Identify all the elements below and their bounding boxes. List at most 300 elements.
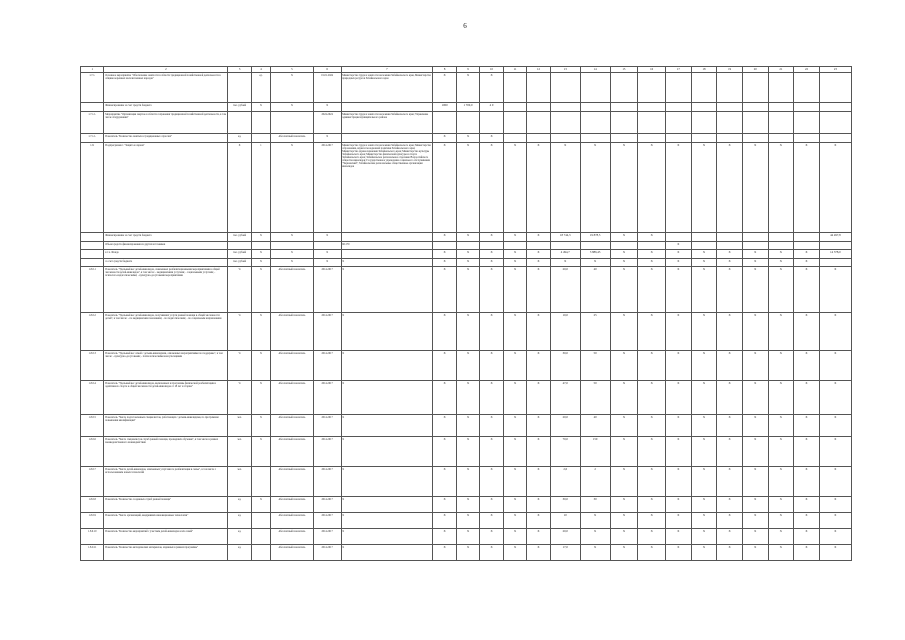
table-cell: Х: [610, 143, 638, 233]
table-row: [81, 233, 852, 242]
table-cell: Х: [819, 529, 851, 545]
table-cell: Финансирование за счет средств бюджета: [104, 103, 228, 112]
table-cell: 40: [580, 267, 610, 313]
table-cell: Х: [456, 381, 479, 415]
table-cell: Х: [341, 415, 433, 437]
column-number-cell: 13: [550, 67, 580, 73]
table-cell: Х: [742, 529, 768, 545]
table-cell: Х: [480, 467, 503, 497]
table-cell: 1.8.0.9: [81, 513, 104, 529]
table-cell: Х: [456, 467, 479, 497]
table-cell: Х: [433, 513, 456, 529]
table-cell: [742, 103, 768, 112]
table-cell: 2014-2017: [313, 437, 341, 467]
table-cell: [638, 73, 666, 103]
table-cell: 44 497,8: [819, 233, 851, 242]
table-row: [81, 467, 852, 497]
table-cell: Х: [717, 437, 743, 467]
table-cell: 18 744,3: [550, 233, 580, 242]
table-cell: Х: [456, 437, 479, 467]
table-cell: ед.: [228, 134, 251, 143]
table-cell: Х: [717, 351, 743, 381]
table-cell: Х: [794, 351, 820, 381]
table-cell: Х: [251, 233, 270, 242]
table-row: [81, 112, 852, 134]
table-cell: Показатель "Число подготовленных специалистов, работающих с детьми-инвалидами, по программам повышения квалификации": [104, 415, 228, 437]
table-cell: [550, 103, 580, 112]
table-cell: 2014-2017: [313, 381, 341, 415]
table-cell: [456, 112, 479, 134]
table-cell: [580, 134, 610, 143]
table-cell: Х: [819, 415, 851, 437]
table-cell: Х: [691, 467, 717, 497]
column-number-cell: 10: [480, 67, 503, 73]
table-row: [81, 143, 852, 233]
table-cell: Абсолютный показатель: [271, 437, 314, 467]
table-cell: Х: [610, 381, 638, 415]
table-cell: Х: [610, 267, 638, 313]
table-cell: Х: [456, 143, 479, 233]
table-cell: Х: [456, 545, 479, 561]
table-cell: Х: [717, 250, 743, 259]
table-cell: Х: [271, 259, 314, 267]
table-cell: Х: [742, 381, 768, 415]
table-cell: Показатель "Число детей-инвалидов, охваченных услугами по реабилитации в семье", в том числе с использованием новых технологий: [104, 467, 228, 497]
table-cell: чел.: [228, 467, 251, 497]
table-cell: Х: [610, 467, 638, 497]
table-cell: Х: [717, 381, 743, 415]
table-cell: Х: [610, 313, 638, 351]
table-cell: [527, 103, 550, 112]
column-number-cell: 22: [794, 67, 820, 73]
table-cell: 2024-2024: [313, 112, 341, 134]
table-cell: Х: [313, 250, 341, 259]
table-cell: [433, 242, 456, 250]
table-cell: Х: [638, 415, 666, 437]
table-cell: Х: [717, 415, 743, 437]
table-cell: Х: [768, 415, 794, 437]
table-row: [81, 267, 852, 313]
table-cell: Показатель "Число организаций, внедривших инновационные технологии": [104, 513, 228, 529]
table-cell: 2014-2017: [313, 351, 341, 381]
table-cell: Х: [819, 313, 851, 351]
program-table: [80, 66, 852, 561]
table-cell: 4 0: [480, 103, 503, 112]
table-cell: Х: [433, 134, 456, 143]
table-cell: 1.8.0.5: [81, 415, 104, 437]
table-cell: [527, 112, 550, 134]
table-cell: [228, 242, 251, 250]
column-number-cell: 12: [527, 67, 550, 73]
table-cell: [717, 103, 743, 112]
table-cell: Абсолютный показатель: [271, 415, 314, 437]
table-cell: Х: [341, 259, 433, 267]
table-cell: Х: [251, 267, 270, 313]
column-number-cell: 11: [503, 67, 526, 73]
table-cell: Мероприятие "Организация закупок в области сохранения традиционной хозяйственной деятельности, в том числе оборудования": [104, 112, 228, 134]
table-cell: Х: [691, 313, 717, 351]
table-cell: Х: [638, 250, 666, 259]
table-cell: Х: [691, 497, 717, 513]
table-cell: Х: [480, 497, 503, 513]
table-cell: 20,0: [550, 415, 580, 437]
table-cell: [794, 103, 820, 112]
table-cell: Х: [610, 513, 638, 529]
table-cell: [768, 103, 794, 112]
table-cell: Х: [503, 513, 526, 529]
table-cell: Показатель "Удельный вес семей с детьми-инвалидами, охваченных мероприятиями по поддержке", в том числе: - культурно-досуговыми; - психологическими консультациями: [104, 351, 228, 381]
table-cell: Х: [794, 250, 820, 259]
table-cell: Х: [456, 497, 479, 513]
table-cell: Абсолютный показатель: [271, 497, 314, 513]
table-cell: [433, 112, 456, 134]
table-cell: Х: [527, 351, 550, 381]
table-cell: Х: [610, 529, 638, 545]
table-cell: Х: [480, 381, 503, 415]
table-cell: [638, 242, 666, 250]
table-cell: тыс. рублей: [228, 233, 251, 242]
table-cell: Показатель "Количество занятых в традиционных отраслях": [104, 134, 228, 143]
table-cell: 2014-2017: [313, 415, 341, 437]
table-cell: 2: [580, 467, 610, 497]
table-cell: Х: [433, 73, 456, 103]
table-cell: Х: [638, 143, 666, 233]
table-cell: Х: [580, 545, 610, 561]
table-cell: 01.01.2024: [313, 73, 341, 103]
table-cell: ед.: [228, 497, 251, 513]
table-cell: Х: [550, 143, 580, 233]
table-cell: Показатель "Удельный вес детей-инвалидов, включенных в программы физической реабилитации и адаптивного спорта в общей численности детей-инвалидов от 18 лет и старше": [104, 381, 228, 415]
table-cell: Х: [638, 497, 666, 513]
table-cell: Х: [794, 467, 820, 497]
table-cell: [610, 134, 638, 143]
table-cell: [503, 134, 526, 143]
table-cell: Х: [768, 313, 794, 351]
table-cell: Показатель "Количество мероприятий с участием детей-инвалидов и их семей": [104, 529, 228, 545]
table-cell: Х: [480, 437, 503, 467]
table-row: [81, 313, 852, 351]
table-cell: Х: [638, 437, 666, 467]
table-cell: Х: [480, 313, 503, 351]
table-cell: Х: [666, 259, 692, 267]
table-cell: Х: [717, 513, 743, 529]
table-cell: 1.8.0.4: [81, 381, 104, 415]
table-cell: Абсолютный показатель: [271, 134, 314, 143]
table-cell: Х: [610, 250, 638, 259]
table-cell: [251, 112, 270, 134]
table-cell: Х: [503, 267, 526, 313]
table-cell: Абсолютный показатель: [271, 467, 314, 497]
column-number-cell: 15: [610, 67, 638, 73]
table-cell: 17,0: [550, 545, 580, 561]
table-cell: Х: [717, 313, 743, 351]
table-cell: Показатель "Число специалистов служб ранней помощи, прошедших обучение", в том числе в рамках межведомственного взаимодействия: [104, 437, 228, 467]
table-cell: [819, 103, 851, 112]
table-cell: [550, 112, 580, 134]
table-cell: тыс. рублей: [228, 103, 251, 112]
table-cell: Х: [251, 103, 270, 112]
table-cell: [666, 73, 692, 103]
table-cell: 1.8.0.7: [81, 467, 104, 497]
table-cell: Х: [717, 545, 743, 561]
table-cell: [527, 242, 550, 250]
table-cell: Х: [768, 381, 794, 415]
table-cell: [717, 134, 743, 143]
table-cell: Х: [742, 267, 768, 313]
table-cell: 47,0: [550, 381, 580, 415]
table-cell: [580, 103, 610, 112]
table-cell: Х: [433, 437, 456, 467]
table-cell: 2014-2017: [313, 529, 341, 545]
table-cell: Х: [456, 250, 479, 259]
table-cell: 1.8.0.10: [81, 529, 104, 545]
table-cell: [503, 112, 526, 134]
table-cell: Х: [313, 134, 341, 143]
table-cell: Министерство труда и занятости населения Забайкальского края, Министерство природных ресурсов Забайкальского края: [341, 73, 433, 103]
table-cell: Х: [691, 545, 717, 561]
table-cell: 20,0: [550, 267, 580, 313]
table-cell: [794, 73, 820, 103]
table-cell: [691, 242, 717, 250]
table-cell: Х: [742, 467, 768, 497]
table-cell: 50: [580, 351, 610, 381]
table-cell: Х: [610, 351, 638, 381]
table-cell: 2014-2017: [313, 513, 341, 529]
table-row: [81, 351, 852, 381]
table-cell: Х: [819, 513, 851, 529]
table-cell: [251, 513, 270, 529]
table-cell: Х: [666, 497, 692, 513]
table-cell: Х: [610, 545, 638, 561]
table-cell: Х: [768, 497, 794, 513]
table-cell: Х: [742, 313, 768, 351]
table-row: [81, 73, 852, 103]
table-cell: Х: [433, 545, 456, 561]
table-cell: Х: [638, 381, 666, 415]
table-cell: Х: [638, 233, 666, 242]
table-cell: Министерство труда и занятости населения Забайкальского края; Министерство образования, науки и молодежной политики Забайкальского края; Министерство здравоохранения Забайкальского края; Министерство культуры Забайкальского края; Министерство физической культуры и спорта Забайкальского края; Забайкальское региональное отделение Всероссийского общества инвалидов; Государственное учреждение социального обслуживания "Черновский"; Забайкальские региональные общественные организации инвалидов: [341, 143, 433, 233]
table-cell: Х: [503, 497, 526, 513]
table-cell: Х: [251, 381, 270, 415]
column-number-cell: 17: [666, 67, 692, 73]
table-cell: [768, 242, 794, 250]
table-cell: Х: [794, 267, 820, 313]
table-cell: 1.7.1.1.: [81, 134, 104, 143]
table-cell: Х: [691, 415, 717, 437]
table-cell: ед.: [228, 513, 251, 529]
table-cell: ед.: [228, 529, 251, 545]
table-cell: Х: [341, 437, 433, 467]
table-cell: Х: [341, 351, 433, 381]
table-cell: Х: [580, 143, 610, 233]
table-cell: [527, 134, 550, 143]
table-cell: Х: [433, 259, 456, 267]
table-cell: [638, 134, 666, 143]
table-cell: Х: [251, 259, 270, 267]
table-cell: Х: [666, 250, 692, 259]
table-cell: [768, 112, 794, 134]
table-cell: Х: [742, 497, 768, 513]
table-cell: Х: [341, 513, 433, 529]
table-cell: Х: [433, 143, 456, 233]
table-cell: [456, 242, 479, 250]
table-cell: Х: [503, 529, 526, 545]
table-cell: Х: [794, 529, 820, 545]
table-cell: Х: [503, 545, 526, 561]
table-cell: 1000: [433, 103, 456, 112]
table-cell: Х: [503, 437, 526, 467]
table-cell: Х: [768, 267, 794, 313]
table-cell: Х: [456, 313, 479, 351]
table-cell: Х: [742, 250, 768, 259]
table-cell: 10,0: [550, 313, 580, 351]
table-cell: Х: [341, 313, 433, 351]
table-cell: [503, 242, 526, 250]
table-cell: Х: [580, 529, 610, 545]
table-cell: 1.8.0.1: [81, 267, 104, 313]
table-cell: Х: [480, 513, 503, 529]
table-cell: 40: [580, 415, 610, 437]
table-cell: Х: [527, 497, 550, 513]
table-cell: [717, 73, 743, 103]
table-cell: 2,0: [550, 467, 580, 497]
table-cell: [503, 103, 526, 112]
column-number-cell: 20: [742, 67, 768, 73]
table-cell: Х: [691, 351, 717, 381]
table-cell: [794, 233, 820, 242]
table-cell: [638, 112, 666, 134]
table-cell: Х: [527, 437, 550, 467]
table-cell: Х: [638, 259, 666, 267]
table-cell: Х: [503, 313, 526, 351]
table-cell: [251, 134, 270, 143]
table-cell: Х: [638, 351, 666, 381]
table-row: [81, 103, 852, 112]
table-cell: Абсолютный показатель: [271, 313, 314, 351]
table-cell: Х: [251, 437, 270, 467]
table-cell: Х: [271, 233, 314, 242]
table-cell: [610, 242, 638, 250]
table-cell: Абсолютный показатель: [271, 351, 314, 381]
column-number-cell: 18: [691, 67, 717, 73]
table-cell: [717, 233, 743, 242]
column-number-cell: 7: [341, 67, 433, 73]
table-cell: [819, 242, 851, 250]
table-cell: [666, 103, 692, 112]
table-cell: [717, 112, 743, 134]
table-cell: Х: [527, 415, 550, 437]
table-cell: [691, 73, 717, 103]
table-cell: Основное мероприятие "Обеспечение занятости в области традиционной хозяйственной деятельности в общине коренных малочисленных народов": [104, 73, 228, 103]
table-cell: Х: [527, 313, 550, 351]
table-cell: Х: [527, 267, 550, 313]
table-cell: [819, 112, 851, 134]
column-number-cell: 21: [768, 67, 794, 73]
table-cell: в т.ч. Фонда: [104, 250, 228, 259]
table-cell: 1.8.0.6: [81, 437, 104, 467]
table-cell: Х: [666, 415, 692, 437]
table-cell: Х: [638, 529, 666, 545]
table-cell: Х: [503, 415, 526, 437]
table-cell: [580, 242, 610, 250]
table-cell: Х: [527, 513, 550, 529]
table-cell: Министерство труда и занятости населения Забайкальского края; Управление администрации муниципального района: [341, 112, 433, 134]
table-cell: 30: [580, 497, 610, 513]
table-cell: Х: [794, 545, 820, 561]
table-cell: Х: [433, 381, 456, 415]
table-cell: [228, 73, 251, 103]
table-cell: Х: [742, 513, 768, 529]
column-number-cell: 14: [580, 67, 610, 73]
table-cell: чел.: [228, 415, 251, 437]
table-cell: [691, 112, 717, 134]
table-cell: Х: [480, 143, 503, 233]
table-cell: [666, 233, 692, 242]
table-cell: [742, 233, 768, 242]
column-number-cell: 19: [717, 67, 743, 73]
table-cell: [819, 259, 851, 267]
table-cell: [742, 73, 768, 103]
table-cell: Абсолютный показатель: [271, 529, 314, 545]
program-table-sheet: [80, 66, 852, 600]
table-cell: [550, 73, 580, 103]
table-cell: [742, 112, 768, 134]
column-number-cell: 1: [81, 67, 104, 73]
table-cell: Х: [666, 381, 692, 415]
table-cell: [341, 233, 433, 242]
table-cell: [228, 112, 251, 134]
table-cell: 30,0: [550, 351, 580, 381]
table-cell: 1.8.0.3: [81, 351, 104, 381]
table-cell: %: [228, 351, 251, 381]
table-cell: Х: [456, 267, 479, 313]
table-cell: [81, 250, 104, 259]
table-cell: Х: [527, 233, 550, 242]
table-cell: Х: [271, 143, 314, 233]
table-cell: Х: [638, 267, 666, 313]
table-cell: Х: [456, 233, 479, 242]
table-cell: Х: [768, 545, 794, 561]
table-cell: Х: [666, 529, 692, 545]
table-cell: Х: [341, 529, 433, 545]
table-cell: Абсолютный показатель: [271, 513, 314, 529]
table-cell: 1.7.1.1.: [81, 112, 104, 134]
table-row: [81, 437, 852, 467]
table-cell: [81, 103, 104, 112]
table-cell: Х: [503, 381, 526, 415]
table-cell: Х: [580, 259, 610, 267]
table-row: [81, 242, 852, 250]
table-cell: Х: [456, 351, 479, 381]
table-cell: 2014-2017: [313, 313, 341, 351]
table-cell: 1.8.: [81, 143, 104, 233]
table-cell: 20,0: [550, 529, 580, 545]
table-cell: Х: [341, 381, 433, 415]
table-cell: Х: [580, 513, 610, 529]
table-cell: Х: [794, 415, 820, 437]
table-row: [81, 134, 852, 143]
table-cell: 1.8.0.11: [81, 545, 104, 561]
table-cell: Х: [691, 437, 717, 467]
table-cell: 2014-2017: [313, 545, 341, 561]
table-cell: Х: [456, 134, 479, 143]
table-cell: Объем средств финансирования из других источников: [104, 242, 228, 250]
table-cell: %: [228, 313, 251, 351]
table-cell: Показатель "Удельный вес детей-инвалидов, получивших услуги ранней помощи в общей численности детей", в том числе: - по медицинским показаниям; - по педагогическим; - по социальным направлениям: [104, 313, 228, 351]
table-cell: Х: [456, 73, 479, 103]
table-cell: Х: [819, 351, 851, 381]
table-cell: 19 878,5: [580, 233, 610, 242]
